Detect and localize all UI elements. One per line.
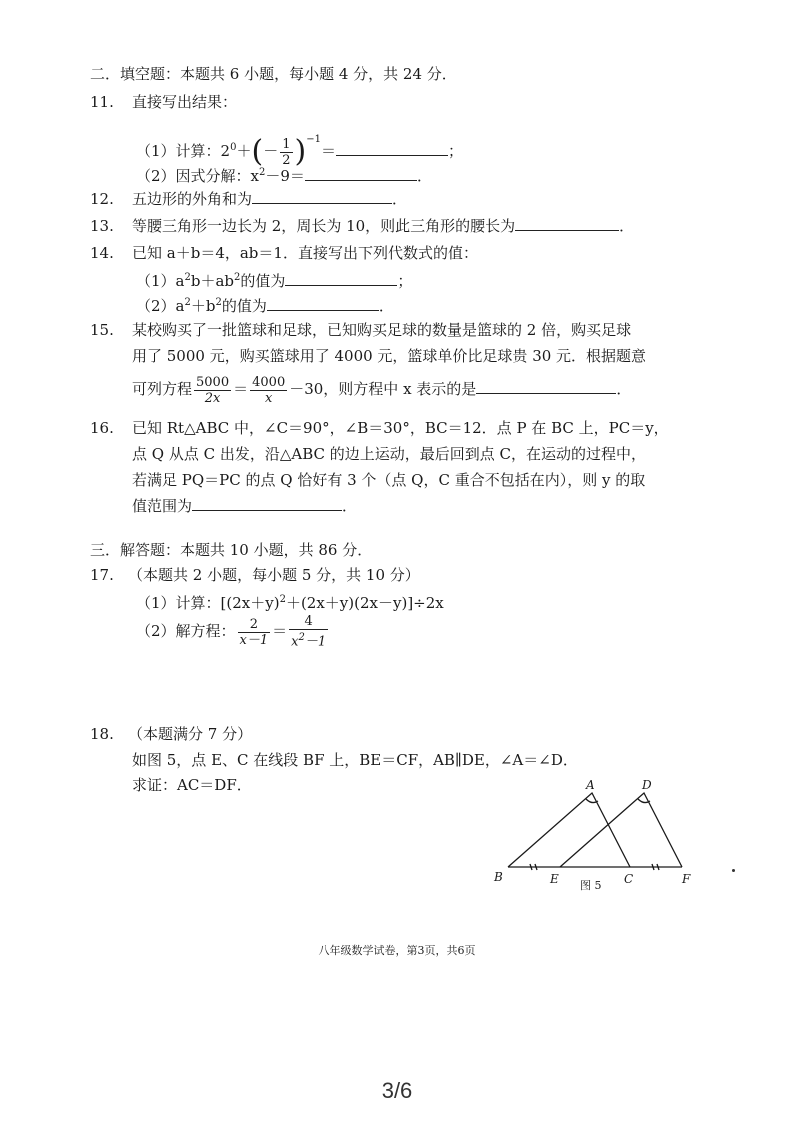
q11-part2 <box>136 163 432 186</box>
q16-line3: 若满足 PQ＝PC 的点 Q 恰好有 3 个（点 Q，C 重合不包括在内），则 y 的取 <box>132 471 646 489</box>
q12-text: 五边形的外角和为 <box>132 190 253 208</box>
q14-p2-b: ＋b <box>190 297 216 315</box>
q16-line4 <box>132 496 357 516</box>
q14-p1-answer-blank[interactable] <box>285 271 397 286</box>
q17-f2-den <box>289 630 328 649</box>
q14-p1-sup1: 2 <box>184 272 191 283</box>
q15-fraction-1 <box>194 375 231 406</box>
label-e: E <box>550 872 559 886</box>
q14-number: 14. <box>90 244 114 262</box>
q15-f2-den: x <box>265 390 273 406</box>
q14-p2-end: ． <box>378 297 394 315</box>
q15-line2: 用了 5000 元，购买篮球用了 4000 元，篮球单价比足球贵 30 元．根据题意 <box>132 347 647 365</box>
page-number: 3/6 <box>381 1078 413 1103</box>
q16-line1: 已知 Rt△ABC 中，∠C＝90°，∠B＝30°，BC＝12．点 P 在 BC 上，PC＝y， <box>132 419 669 437</box>
q14-p1-c: 的值为 <box>240 272 286 290</box>
q15-end: ． <box>616 380 632 398</box>
q11-number: 11. <box>90 93 114 111</box>
q17-eq: ＝ <box>272 622 288 640</box>
left-paren: ( <box>251 134 264 169</box>
q11-p1-end: ； <box>447 142 463 160</box>
q17-f1-num: 2 <box>238 617 271 633</box>
label-d: D <box>642 778 652 792</box>
q17-p2-a: （2）解方程： <box>136 622 236 640</box>
q15-line3-a: 可列方程 <box>132 380 193 398</box>
q15-f2-num: 4000 <box>252 374 286 390</box>
q17-fraction-2 <box>289 614 328 649</box>
q11-p1-label: （1）计算：2 <box>136 142 231 160</box>
q11-p1-plus: ＋ <box>236 142 252 160</box>
figure-caption: 图 5 <box>580 879 602 892</box>
q17-f2-den-b: －1 <box>304 634 327 650</box>
q13-end: ． <box>619 217 635 235</box>
q12-line <box>132 189 407 209</box>
q13-number: 13. <box>90 217 114 235</box>
q15-fraction-2 <box>250 375 287 406</box>
q15-eq: ＝ <box>233 380 249 398</box>
q11-p1-frac-num: 1 <box>282 136 291 152</box>
triangle-abc <box>508 793 630 867</box>
q11-p2-answer-blank[interactable] <box>305 166 417 181</box>
q15-f1-den: 2x <box>204 390 221 406</box>
q17-p1-b: ＋(2x＋y)(2x－y)]÷2x <box>285 594 444 612</box>
q14-p1-end: ； <box>397 272 413 290</box>
q16-answer-blank[interactable] <box>192 496 342 511</box>
q17-f2-num: 4 <box>289 614 328 630</box>
q14-p1-a: （1）a <box>136 272 185 290</box>
q17-fraction-1 <box>238 617 271 648</box>
q15-answer-blank[interactable] <box>476 379 616 394</box>
q18-line2: 求证：AC＝DF． <box>132 776 252 794</box>
q17-part2 <box>136 614 330 650</box>
q17-part1 <box>136 590 444 613</box>
q17-f1-den: x－1 <box>239 632 269 648</box>
q15-line3-b: －30，则方程中 x 表示的是 <box>289 380 477 398</box>
q18-line1: 如图 5，点 E、C 在线段 BF 上，BE＝CF，AB∥DE，∠A＝∠D． <box>132 751 578 769</box>
q17-f2-den-sup: 2 <box>298 632 305 644</box>
figure-5-triangles <box>490 775 720 900</box>
label-f: F <box>682 872 691 886</box>
page-footer: 八年级数学试卷，第3页，共6页 <box>318 944 476 957</box>
q11-p2-sup: 2 <box>259 167 266 178</box>
label-c: C <box>624 872 634 886</box>
q14-p2-answer-blank[interactable] <box>267 296 379 311</box>
q14-part1 <box>136 268 412 291</box>
q11-p2-rest: －9＝ <box>265 167 305 185</box>
q18-head: （本题满分 7 分） <box>128 725 253 743</box>
q11-p2-label: （2）因式分解：x <box>136 167 260 185</box>
q17-head: （本题共 2 小题，每小题 5 分，共 10 分） <box>128 566 420 584</box>
q15-line1: 某校购买了一批篮球和足球，已知购买足球的数量是篮球的 2 倍，购买足球 <box>132 321 632 339</box>
q16-line4-text: 值范围为 <box>132 497 193 515</box>
q14-p2-sup2: 2 <box>215 297 222 308</box>
q12-end: ． <box>392 190 408 208</box>
q14-p1-b: b＋ab <box>190 272 235 290</box>
q11-p1-eq: ＝ <box>320 142 336 160</box>
q12-answer-blank[interactable] <box>252 189 392 204</box>
section3-heading: 三．解答题：本题共 10 小题，共 86 分． <box>90 541 373 559</box>
q13-line <box>132 216 634 236</box>
q11-p2-end: ． <box>416 167 432 185</box>
q14-p1-sup2: 2 <box>234 272 241 283</box>
q14-p2-c: 的值为 <box>221 297 267 315</box>
q15-f1-num: 5000 <box>196 374 230 390</box>
q13-text: 等腰三角形一边长为 2，周长为 10，则此三角形的腰长为 <box>132 217 516 235</box>
q16-end: ． <box>342 497 358 515</box>
q15-line3 <box>132 372 631 406</box>
q14-p2-sup1: 2 <box>184 297 191 308</box>
q14-p2-a: （2）a <box>136 297 185 315</box>
q13-answer-blank[interactable] <box>515 216 619 231</box>
q14-text: 已知 a＋b＝4，ab＝1．直接写出下列代数式的值： <box>132 244 478 262</box>
triangle-def <box>560 793 682 867</box>
q17-number: 17. <box>90 566 114 584</box>
q11-p1-minus: － <box>263 142 279 160</box>
q12-number: 12. <box>90 190 114 208</box>
q16-line2: 点 Q 从点 C 出发，沿△ABC 的边上运动，最后回到点 C，在运动的过程中， <box>132 445 647 463</box>
q11-p1-answer-blank[interactable] <box>336 141 448 156</box>
right-paren: ) <box>294 134 307 169</box>
q11-text: 直接写出结果： <box>132 93 238 111</box>
q17-p1-sup: 2 <box>279 594 286 605</box>
q11-p1-frac-den: 2 <box>282 152 291 168</box>
q15-number: 15. <box>90 321 114 339</box>
q11-p1-exponent: −1 <box>306 134 321 145</box>
q14-part2 <box>136 293 394 316</box>
label-a: A <box>586 778 595 792</box>
q17-p1-a: （1）计算：[(2x＋y) <box>136 594 280 612</box>
section2-heading: 二．填空题：本题共 6 小题，每小题 4 分，共 24 分． <box>90 65 457 83</box>
stray-dot <box>732 869 735 872</box>
q18-number: 18. <box>90 725 114 743</box>
q16-number: 16. <box>90 419 114 437</box>
q11-p1-sup0: 0 <box>230 142 237 153</box>
q17-f2-den-a: x <box>291 634 299 650</box>
label-b: B <box>494 870 503 884</box>
